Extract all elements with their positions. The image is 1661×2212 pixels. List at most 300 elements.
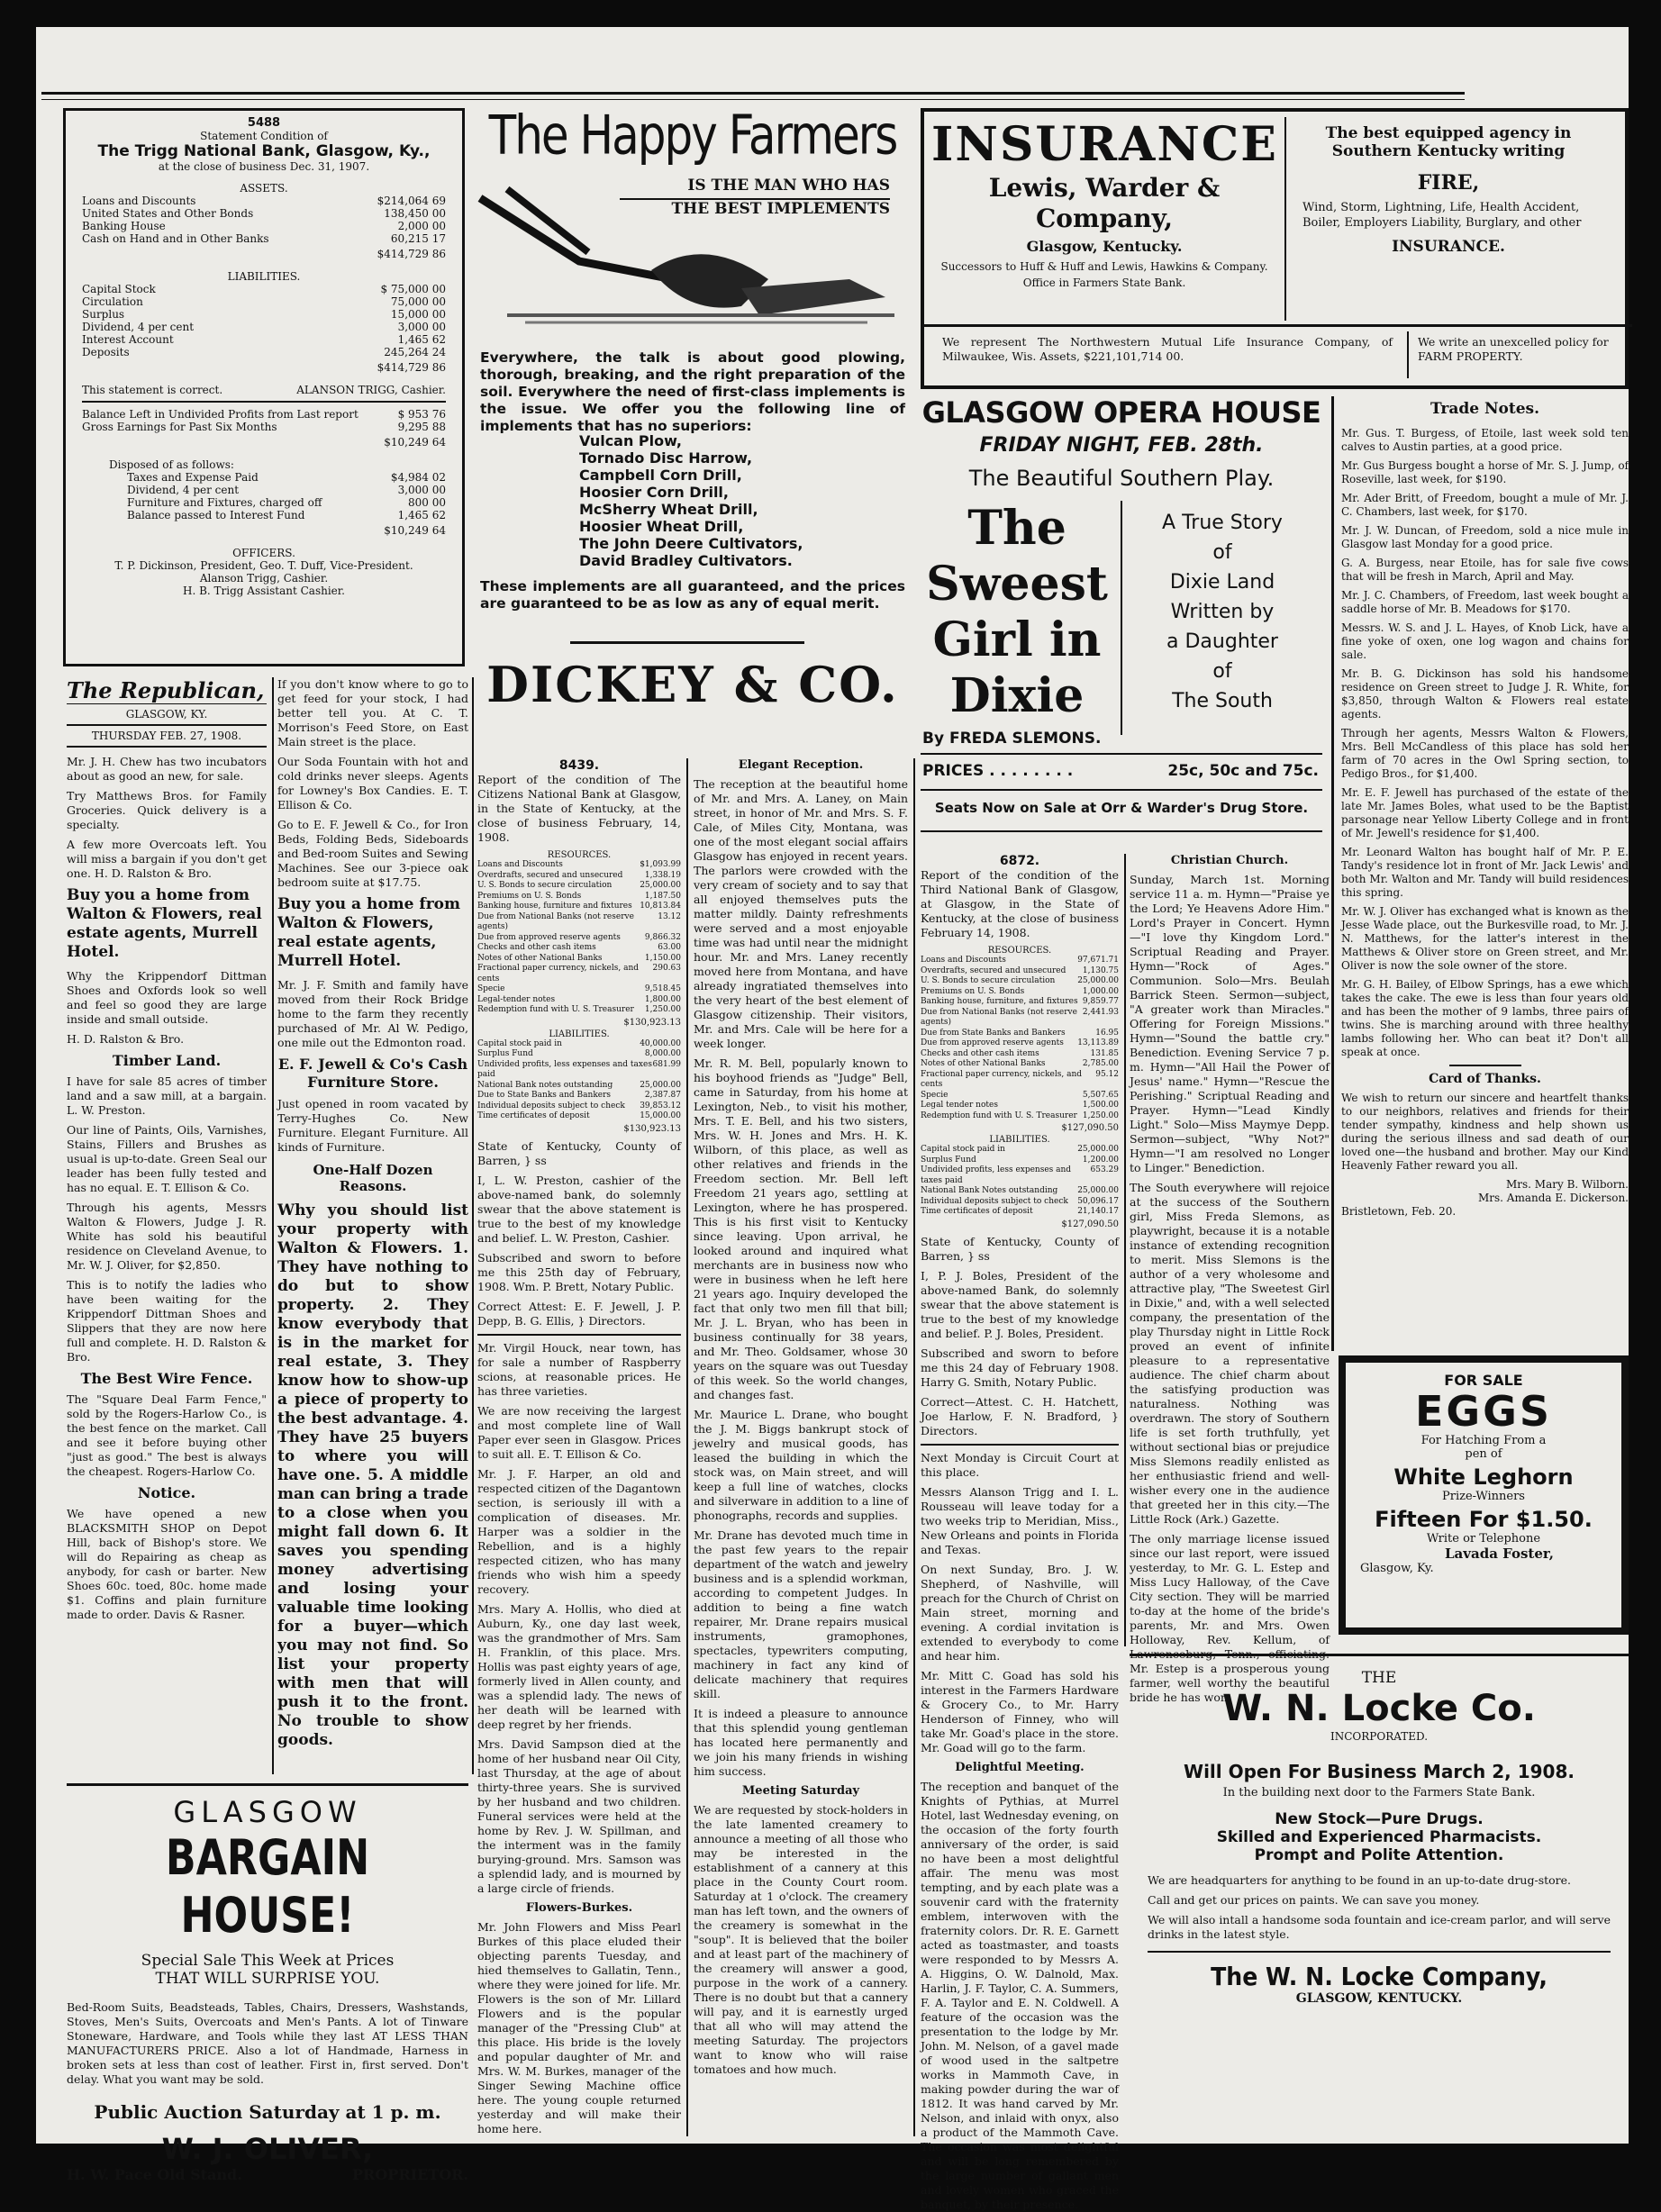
col5-attest: Correct—Attest. C. H. Hatchett, Joe Harlow, F. N. Bradford, } Directors. bbox=[921, 1394, 1119, 1437]
opera-right-line: Dixie Land bbox=[1169, 571, 1275, 594]
church-title: Christian Church. bbox=[1170, 854, 1289, 867]
dickey-divider bbox=[570, 641, 804, 644]
insurance-northwestern: We represent The Northwestern Mutual Life Insurance Company, of Milwaukee, Wis. Assets, $221,101,714 00. bbox=[942, 335, 1393, 363]
ledger-label: Premiums on U. S. Bonds bbox=[477, 891, 582, 901]
statement-correct: This statement is correct. bbox=[82, 384, 223, 396]
ledger-label: Time certificates of deposit bbox=[921, 1207, 1033, 1216]
col3-report: Report of the condition of The Citizens National Bank at Glasgow, in the State of Kentucky, at the close of business February, 14, 1908. bbox=[477, 773, 681, 844]
ledger-value: $1,093.99 bbox=[640, 860, 681, 869]
dickey-firm: DICKEY & CO. bbox=[486, 656, 899, 713]
ledger-label: United States and Other Bonds bbox=[82, 207, 254, 220]
locke-line-3: Prompt and Polite Attention. bbox=[1254, 1846, 1504, 1864]
ledger-label: Cash on Hand and in Other Banks bbox=[82, 232, 269, 245]
column-2 bbox=[277, 677, 468, 1785]
ledger-label: Balance Left in Undivided Profits from Last report bbox=[82, 408, 359, 421]
ledger-value: 681.99 bbox=[652, 1059, 681, 1069]
implement-item: Campbell Corn Drill, bbox=[579, 467, 742, 484]
ledger-label: Individual deposits subject to check bbox=[477, 1101, 625, 1111]
ledger-label: Undivided profits, less expenses and taxes paid bbox=[921, 1165, 1072, 1185]
ledger-value: $214,064 69 bbox=[377, 195, 446, 207]
locke-open: Will Open For Business March 2, 1908. bbox=[1184, 1761, 1575, 1782]
ledger-value: 1,250.00 bbox=[644, 1005, 681, 1014]
ledger-value: 131.85 bbox=[1090, 1048, 1119, 1058]
ledger-row bbox=[82, 283, 446, 295]
delight-body: The reception and banquet of the Knights of Pythias, at Murrel Hotel, last Wednesday evening, on the occasion of the forty fourth anniversary of the order, is said no have been a most delightful affair. The menu was most tempting, and by each plate was a souvenir card with the fraternity emblem, interwoven with the fraternity colors. Dr. R. E. Garnett acted as toastmaster, and toasts were responded to by Messrs A. A. Higgins, O. W. Dalnold, Max. Harlin, J. F. Taylor, C. A. Summers, F. A. Taylor and E. N. Coldwell. A feature of the occasion was the presentation to the lodge by Mr. John. M. Nelson, of a gavel made of wood used in the saltpetre works in Mammoth Cave, in making powder during the war of 1812. It was hand carved by Mr. Nelson, and inlaid with onyx, also a product of the Mammoth Cave. The occasion was most delightful and will be long remembered by the large number of gallant men and lovely women who graced the banquet, by their presence. bbox=[921, 1779, 1119, 2211]
sub-line-1: IS THE MAN WHO HAS bbox=[687, 177, 890, 195]
col5-liabilities bbox=[921, 1145, 1119, 1218]
ledger-row bbox=[477, 943, 681, 954]
paragraph: Mr. J. H. Chew has two incubators about as good an new, for sale. bbox=[67, 755, 267, 783]
ledger-row bbox=[477, 1049, 681, 1060]
opera-prices-row bbox=[922, 762, 1319, 780]
jewell-body: Just opened in room vacated by Terry-Hughes Co. New Furniture. Elegant Furniture. All kinds of Furniture. bbox=[277, 1097, 468, 1154]
ledger-row bbox=[921, 1111, 1119, 1122]
implement-item: Hoosier Wheat Drill, bbox=[579, 518, 744, 535]
trade-title: Trade Notes. bbox=[1430, 400, 1540, 418]
col5-resources-total: $127,090.50 bbox=[1061, 1123, 1119, 1133]
ledger-value: 1,465 62 bbox=[397, 509, 446, 521]
ledger-row bbox=[82, 232, 446, 245]
opera-title: GLASGOW OPERA HOUSE bbox=[921, 395, 1321, 430]
paragraph: Mr. Gus. T. Burgess, of Etoile, last week sold ten calves to Austin parties, at a good price. bbox=[1341, 427, 1629, 453]
locke-p2: Call and get our prices on paints. We can save you money. bbox=[1148, 1893, 1480, 1907]
ledger-label: Dividend, 4 per cent bbox=[82, 321, 195, 333]
opera-subtitle: The Beautiful Southern Play. bbox=[968, 466, 1275, 491]
ledger-label: Due from State Banks and Bankers bbox=[921, 1028, 1066, 1038]
bargain-title: BARGAIN HOUSE! bbox=[165, 1829, 370, 1944]
ledger-row bbox=[477, 984, 681, 995]
happy-farmers-title: The Happy Farmers bbox=[488, 104, 897, 167]
ledger-label: Banking house, furniture, and fixtures bbox=[921, 997, 1078, 1006]
notice-body: We have opened a new BLACKSMITH SHOP on Depot Hill, back of Bishop's store. We will do Repairing as cheap as anybody, for cash or barter. New Shoes 60c. toed, 80c. home made $1. Coffins and plain furniture made to order. Davis & Rasner. bbox=[67, 1507, 267, 1621]
opera-big-title bbox=[921, 501, 1113, 724]
thanks-title: Card of Thanks. bbox=[1429, 1072, 1541, 1086]
ledger-value: 25,000.00 bbox=[1077, 1186, 1119, 1195]
col3-sworn: I, L. W. Preston, cashier of the above-named bank, do solemnly swear that the above statement is true to the best of my knowledge and belief. L. W. Preston, Cashier. bbox=[477, 1173, 681, 1245]
col3-attest: Correct Attest: E. F. Jewell, J. P. Depp, B. G. Ellis, } Directors. bbox=[477, 1299, 681, 1328]
ledger-row bbox=[82, 220, 446, 232]
locke-bottom: The W. N. Locke Company, bbox=[1211, 1962, 1548, 1991]
top-rule bbox=[41, 92, 1465, 95]
ledger-label: Checks and other cash items bbox=[921, 1048, 1039, 1058]
ledger-value: 25,000.00 bbox=[640, 881, 681, 890]
republican-masthead: The Republican, bbox=[67, 677, 267, 704]
insurance-divider bbox=[1284, 117, 1286, 321]
ledger-row bbox=[921, 1049, 1119, 1060]
eggs-name: Lavada Foster, bbox=[1445, 1546, 1554, 1562]
dickey-ad bbox=[471, 104, 914, 757]
ledger-row bbox=[921, 1207, 1119, 1218]
ledger-label: U. S. Bonds to secure circulation bbox=[921, 976, 1056, 985]
officers-heading: OFFICERS. bbox=[232, 547, 295, 559]
ledger-label: Time certificates of deposit bbox=[477, 1111, 590, 1120]
insurance-right-intro: The best equipped agency in Southern Kentucky writing bbox=[1325, 124, 1572, 160]
ledger-value: 1,130.75 bbox=[1082, 965, 1119, 975]
ledger-row bbox=[477, 954, 681, 965]
ledger-row bbox=[921, 987, 1119, 998]
ledger-row bbox=[82, 195, 446, 207]
ledger-value: 2,000 00 bbox=[397, 220, 446, 232]
ledger-label: Capital Stock bbox=[82, 283, 156, 295]
ledger-row bbox=[921, 976, 1119, 987]
bargain-stand: H. W. Pace Old Stand. bbox=[67, 2166, 242, 2183]
ledger-value: 653.29 bbox=[1090, 1165, 1119, 1174]
ledger-value: 2,441.93 bbox=[1082, 1007, 1119, 1017]
ledger-label: Fractional paper currency, nickels, and cents bbox=[921, 1069, 1082, 1089]
ledger-row bbox=[921, 1165, 1119, 1186]
ledger-row bbox=[921, 1008, 1119, 1029]
ledger-label: Interest Account bbox=[82, 333, 174, 346]
paragraph: If you don't know where to go to get feed for your stock, I had better tell you. At C. T. Morrison's Feed Store, on East Main street is the place. bbox=[277, 677, 468, 748]
ledger-value: 97,671.71 bbox=[1077, 956, 1119, 965]
column-6 bbox=[1130, 854, 1330, 1704]
fence-title: The Best Wire Fence. bbox=[80, 1370, 253, 1387]
paragraph: Our line of Paints, Oils, Varnishes, Stains, Fillers and Brushes as usual is up-to-date. Green Seal our leader has been fully tested and has no equal. E. T. Ellison & Co. bbox=[67, 1123, 267, 1194]
newspaper-page bbox=[36, 27, 1629, 2211]
bargain-auction: Public Auction Saturday at 1 p. m. bbox=[94, 2101, 441, 2123]
ledger-label: Capital stock paid in bbox=[477, 1038, 562, 1048]
ledger-row bbox=[921, 1101, 1119, 1111]
paragraph: Mr. Ader Britt, of Freedom, bought a mule of Mr. J. C. Chambers, last week, for $170. bbox=[1341, 492, 1629, 518]
ledger-row bbox=[921, 1091, 1119, 1101]
ledger-label: Banking House bbox=[82, 220, 166, 232]
ledger-row bbox=[921, 1038, 1119, 1049]
ledger-value: 1,187.50 bbox=[644, 891, 681, 901]
ledger-value: 1,250.00 bbox=[1082, 1111, 1119, 1120]
paragraph: G. A. Burgess, near Etoile, has for sale five cows that will be fresh in March, April and May. bbox=[1341, 557, 1629, 583]
opera-right-line: a Daughter bbox=[1166, 630, 1278, 653]
col2-buy-home: Buy you a home from Walton & Flowers, real estate agents, Murrell Hotel. bbox=[277, 895, 460, 970]
ledger-row bbox=[477, 995, 681, 1006]
elegant-title: Elegant Reception. bbox=[738, 758, 864, 772]
paragraph: Mr. B. G. Dickinson has sold his handsome residence on Green street to Judge J. R. White, for $3,850, through Walton & Flowers real estate agents. bbox=[1341, 667, 1629, 721]
col-divider-5 bbox=[1124, 854, 1126, 1646]
insurance-fire: FIRE, bbox=[1417, 171, 1480, 195]
col3-resources-total: $130,923.13 bbox=[623, 1017, 681, 1028]
ledger-row bbox=[921, 1059, 1119, 1070]
ledger-value: 13,113.89 bbox=[1077, 1038, 1119, 1047]
opera-right-line: The South bbox=[1172, 690, 1273, 712]
ledger-label: Deposits bbox=[82, 346, 130, 358]
timber-body: I have for sale 85 acres of timber land and a saw mill, at a bargain. L. W. Preston. bbox=[67, 1074, 267, 1117]
republican-buy-home: Buy you a home from Walton & Flowers, real estate agents, Murrell Hotel. bbox=[67, 886, 262, 961]
ledger-row bbox=[921, 1145, 1119, 1156]
col2-smith: Mr. J. F. Smith and family have moved from their Rock Bridge home to the farm they recently purchased of Mr. Al W. Pedigo, one mile out the Edmonton road. bbox=[277, 978, 468, 1049]
implement-item: David Bradley Cultivators. bbox=[579, 552, 793, 569]
col5-report: Report of the condition of the Third National Bank of Glasgow, at Glasgow, in the State of Kentucky, at the close of business February 14, 1908. bbox=[921, 868, 1119, 939]
locke-line-2: Skilled and Experienced Pharmacists. bbox=[1216, 1828, 1542, 1846]
ledger-row bbox=[477, 912, 681, 933]
ledger-row bbox=[477, 892, 681, 902]
big-title-3: Girl in bbox=[932, 612, 1102, 667]
assets-total: $414,729 86 bbox=[377, 248, 446, 260]
ledger-label: Capital stock paid in bbox=[921, 1145, 1005, 1154]
big-title-4: Dixie bbox=[949, 668, 1085, 723]
paragraph: A few more Overcoats left. You will miss a bargain if you don't get one. H. D. Ralston & Bro. bbox=[67, 838, 267, 880]
ledger-row bbox=[477, 1039, 681, 1050]
ledger-value: 9,859.77 bbox=[1082, 997, 1119, 1006]
sub-line-2: THE BEST IMPLEMENTS bbox=[620, 198, 890, 218]
ledger-value: 9,295 88 bbox=[397, 421, 446, 433]
flowers-burkes-body: Mr. John Flowers and Miss Pearl Burkes of this place eluded their objecting parents Tuesday, and hied themselves to Gallatin, Tenn., where they were joined for life. Mr. Flowers is the son of Mr. Lillard Flowers and is the popular manager of the "Pressing Club" at this place. His bride is the lovely and popular daughter of Mr. and Mrs. W. M. Burkes, manager of the Singer Sewing Machine office here. The young couple returned yesterday and will make their home here. bbox=[477, 1919, 681, 2135]
ledger-row bbox=[82, 421, 446, 433]
col5-sworn: I, P. J. Boles, President of the above-named Bank, do solemnly swear that the above statement is true to the best of my knowledge and belief. P. J. Boles, President. bbox=[921, 1268, 1119, 1340]
locke-p1: We are headquarters for anything to be found in an up-to-date drug-store. bbox=[1148, 1873, 1572, 1887]
bargain-house-ad bbox=[67, 1783, 468, 2183]
ledger-label: Legal-tender notes bbox=[477, 994, 556, 1004]
paragraph: Mr. G. H. Bailey, of Elbow Springs, has a ewe which takes the cake. The ewe is less than four years old and has been the mother of 9 lambs, three pairs of twins. She is marching around with three healthy lambs following her. Who can beat it? Don't all speak at once. bbox=[1341, 978, 1629, 1058]
col6-paras bbox=[1130, 1181, 1330, 1705]
col3-resources bbox=[477, 860, 681, 1016]
locke-p3: We will also intall a handsome soda fountain and ice-cream parlor, and will serve drinks in the latest style. bbox=[1148, 1913, 1611, 1941]
paragraph: Messrs Alanson Trigg and I. L. Rousseau will leave today for a two weeks trip to Meridian, Miss., New Orleans and points in Florida and Texas. bbox=[921, 1484, 1119, 1556]
ledger-label: Redemption fund with U. S. Treasurer bbox=[921, 1111, 1077, 1120]
ledger-label: Checks and other cash items bbox=[477, 943, 596, 952]
paragraph: Mr. W. J. Oliver has exchanged what is known as the Jesse Wade place, out the Burkesville road, to Mr. J. N. Matthews, for the latter's interest in the Matthews & Oliver store on Green street, and Mr. Oliver is now the sole owner of the store. bbox=[1341, 905, 1629, 972]
implement-item: Vulcan Plow, bbox=[579, 432, 682, 449]
assets-heading: ASSETS. bbox=[240, 182, 288, 195]
ledger-value: 60,215 17 bbox=[390, 232, 446, 245]
insurance-place: Glasgow, Kentucky. bbox=[1026, 238, 1183, 255]
opera-rule-2 bbox=[921, 789, 1322, 791]
thanks-body: We wish to return our sincere and heartfelt thanks to our neighbors, relatives and friends for their tender sympathy, kindness and help shown us during the serious illness and sad death of our loved one—the husband and brother. May our Kind Heavenly Father reward you all. bbox=[1341, 1092, 1629, 1172]
col2-paras bbox=[277, 677, 468, 890]
ledger-label: National Bank Notes outstanding bbox=[921, 1186, 1058, 1195]
meeting-title: Meeting Saturday bbox=[741, 1784, 860, 1798]
ledger-row bbox=[82, 346, 446, 358]
eggs-forsale: FOR SALE bbox=[1444, 1372, 1523, 1389]
ledger-label: Dividend, 4 per cent bbox=[127, 484, 240, 496]
col3-liab-total: $130,923.13 bbox=[623, 1123, 681, 1134]
ledger-label: U. S. Bonds to secure circulation bbox=[477, 881, 613, 890]
implement-item: Hoosier Corn Drill, bbox=[579, 484, 729, 501]
ledger-value: 5,507.65 bbox=[1082, 1090, 1119, 1100]
insurance-ad bbox=[921, 108, 1629, 389]
opera-seats: Seats Now on Sale at Orr & Warder's Drug Store. bbox=[934, 800, 1309, 816]
ledger-label: Premiums on U. S. Bonds bbox=[921, 986, 1025, 996]
paragraph: H. D. Ralston & Bro. bbox=[67, 1032, 185, 1046]
church-body: Sunday, March 1st. Morning service 11 a. m. Hymn—"Praise ye the Lord; Ye Heavens Adore Him." Lord's Prayer in Concert. Hymn—"I love thy Kingdom Lord." Scriptual Reading and Prayer. Hymn—"Rock of Ages." Communion. Solo—Mrs. Beulah Barrick Steen. Sermon—subject, "A greater work than Miracles." Offering for Foreign Missions." Hymn—"Sound the battle cry." Benediction. Evening Service 7 p. m. Hymn—"All Hail the Power of Jesus' name." Hymn—"Rescue the Perishing." Scriptual Reading and Prayer. Hymn—"Lead Kindly Light." Solo—Miss Maymye Depp. Sermon—subject, "Why Not?" Hymn—"I am resolved no Longer to Linger." Benediction. bbox=[1130, 873, 1330, 1174]
eggs-title: EGGS bbox=[1414, 1387, 1553, 1436]
col5-subscribed: Subscribed and sworn to before me this 24 day of February 1908. Harry G. Smith, Notary Public. bbox=[921, 1346, 1119, 1389]
republican-column bbox=[67, 677, 267, 1785]
ledger-row bbox=[921, 956, 1119, 966]
ledger-label: Overdrafts, secured and unsecured bbox=[921, 965, 1066, 975]
col3-liab-head: LIABILITIES. bbox=[549, 1029, 610, 1039]
ledger-value: 21,140.17 bbox=[1077, 1207, 1119, 1216]
eggs-price: Fifteen For $1.50. bbox=[1375, 1507, 1593, 1532]
ledger-row bbox=[477, 1081, 681, 1092]
column-3 bbox=[477, 758, 681, 2136]
paragraph: Mrs. David Sampson died at the home of her husband near Oil City, last Thursday, at the age of about thirty-three years. She is survived by her husband and two children. Funeral services were held at the home by Rev. J. W. Spillman, and the interment was in the family burying-ground. Mrs. Samson was a splendid lady, and is mourned by a large circle of friends. bbox=[477, 1736, 681, 1895]
col3-subscribed: Subscribed and sworn to before me this 25th day of February, 1908. Wm. P. Brett, Notary Public. bbox=[477, 1250, 681, 1293]
opera-author: By FREDA SLEMONS. bbox=[922, 730, 1102, 748]
locke-inc: INCORPORATED. bbox=[1330, 1730, 1429, 1743]
ledger-label: Balance passed to Interest Fund bbox=[127, 509, 305, 521]
statement-heading: Statement Condition of bbox=[200, 130, 328, 142]
paragraph: It is indeed a pleasure to announce that this splendid young gentleman has located here permanently and we join his many friends in wishing him success. bbox=[694, 1707, 908, 1778]
ledger-value: 1,800.00 bbox=[644, 994, 681, 1004]
paragraph: Mr. Maurice L. Drane, who bought the J. M. Biggs bankrupt stock of jewelry and musical goods, has leased the building in which the stock was, on Main street, and will keep a full line of watches, clocks and silverware in addition to a line of phonographs, records and supplies. bbox=[694, 1408, 908, 1522]
trade-notes bbox=[1331, 396, 1629, 1351]
balance-total: $10,249 64 bbox=[384, 436, 446, 449]
ledger-value: 8,000.00 bbox=[644, 1049, 681, 1058]
ledger-value: 9,866.32 bbox=[644, 932, 681, 942]
opera-right-list bbox=[1128, 508, 1317, 716]
locke-ad bbox=[1130, 1654, 1629, 2136]
insurance-farm: We write an unexcelled policy for FARM PROPERTY. bbox=[1418, 335, 1609, 363]
col5-liab-head: LIABILITIES. bbox=[989, 1135, 1050, 1145]
paragraph: Mrs. Mary A. Hollis, who died at Auburn, Ky., one day last week, was the grandmother of Mrs. Sam H. Franklin, of this place. Mrs. Hollis was past eighty years of age, formerly lived in Allen county, and was a splendid lady. The news of her death will be learned with deep regret by her friends. bbox=[477, 1601, 681, 1731]
ledger-value: 9,518.45 bbox=[644, 984, 681, 993]
ledger-value: 50,096.17 bbox=[1077, 1196, 1119, 1206]
ledger-label: Due to State Banks and Bankers bbox=[477, 1091, 612, 1100]
ledger-row bbox=[127, 496, 446, 509]
dickey-body: Everywhere, the talk is about good plowing, thorough, breaking, and the right preparation of the soil. Everywhere the need of first-class implements is the issue. We offer you the following line of implements that has no superiors: bbox=[480, 349, 905, 434]
locke-bottom-2: GLASGOW, KENTUCKY. bbox=[1295, 1991, 1463, 2006]
eggs-winners: Prize-Winners bbox=[1442, 1490, 1525, 1503]
ledger-row bbox=[477, 1005, 681, 1016]
paragraph: Try Matthews Bros. for Family Groceries. Quick delivery is a specialty. bbox=[67, 789, 267, 831]
ledger-label: Banking house, furniture and fixtures bbox=[477, 902, 632, 911]
ledger-label: Specie bbox=[921, 1090, 948, 1100]
republican-paras-2 bbox=[67, 969, 267, 1047]
insurance-firm: Lewis, Warder & Company, bbox=[988, 173, 1221, 233]
ledger-value: 1,338.19 bbox=[644, 870, 681, 880]
ledger-row bbox=[921, 1186, 1119, 1197]
col5-resources-head: RESOURCES. bbox=[987, 946, 1052, 956]
col5-state: State of Kentucky, County of Barren, } ss bbox=[921, 1234, 1119, 1263]
statement-number: 5488 bbox=[247, 116, 281, 130]
liabilities-total: $414,729 86 bbox=[377, 361, 446, 374]
ledger-value: 15,000 00 bbox=[390, 308, 446, 321]
column-4 bbox=[694, 758, 908, 2136]
ledger-value: 290.63 bbox=[652, 964, 681, 973]
col5-num: 6872. bbox=[999, 854, 1040, 868]
ledger-row bbox=[82, 308, 446, 321]
insurance-bottom-rule bbox=[924, 324, 1632, 327]
paragraph: Messrs. W. S. and J. L. Hayes, of Knob Lick, have a fine yoke of oxen, one log wagon and chains for sale. bbox=[1341, 621, 1629, 661]
ledger-row bbox=[477, 1101, 681, 1112]
top-rule-thin bbox=[41, 99, 1465, 100]
ledger-label: Surplus Fund bbox=[921, 1155, 976, 1165]
ledger-value: $4,984 02 bbox=[390, 471, 446, 484]
insurance-office: Office in Farmers State Bank. bbox=[1022, 276, 1186, 289]
ledger-value: 1,200.00 bbox=[1082, 1155, 1119, 1165]
ledger-row bbox=[477, 902, 681, 912]
jewell-title: E. F. Jewell & Co's Cash Furniture Store. bbox=[277, 1056, 468, 1091]
ledger-value: 1,000.00 bbox=[1082, 986, 1119, 996]
republican-place: GLASGOW, KY. bbox=[125, 708, 208, 721]
col-divider-1 bbox=[272, 677, 274, 1774]
ledger-value: 2,387.87 bbox=[644, 1091, 681, 1100]
statement-date: at the close of business Dec. 31, 1907. bbox=[158, 160, 370, 173]
paragraph: On next Sunday, Bro. J. W. Shepherd, of Nashville, will preach for the Church of Christ on Main street, morning and evening. A cordial invitation is extended to everybody to come and hear him. bbox=[921, 1562, 1119, 1663]
col3-num: 8439. bbox=[558, 758, 600, 773]
ledger-row bbox=[82, 295, 446, 308]
ledger-label: Legal tender notes bbox=[921, 1101, 998, 1110]
ledger-value: 25,000.00 bbox=[640, 1080, 681, 1090]
ledger-row bbox=[921, 997, 1119, 1008]
ledger-row bbox=[477, 1111, 681, 1122]
bargain-glasgow: GLASGOW bbox=[173, 1795, 362, 1829]
implement-item: McSherry Wheat Drill, bbox=[579, 501, 758, 518]
opera-right-line: Written by bbox=[1170, 601, 1275, 623]
liabilities-heading: LIABILITIES. bbox=[227, 270, 301, 283]
col5-paras bbox=[921, 1451, 1119, 1755]
eggs-ad bbox=[1339, 1355, 1629, 1635]
eggs-hatching: For Hatching From a pen of bbox=[1420, 1434, 1547, 1461]
ledger-value: $ 953 76 bbox=[397, 408, 446, 421]
disposed-list bbox=[82, 471, 446, 521]
col3-paras bbox=[477, 1341, 681, 1896]
bargain-sub-1: Special Sale This Week at Prices bbox=[141, 1952, 395, 1970]
paragraph: Mr. J. W. Duncan, of Freedom, sold a nice mule in Glasgow last Monday for a good price. bbox=[1341, 524, 1629, 550]
paragraph: Our Soda Fountain with hot and cold drinks never sleeps. Agents for Lowney's Box Candies. E. T. Ellison & Co. bbox=[277, 755, 468, 811]
thanks-sig-2: Mrs. Amanda E. Dickerson. bbox=[1478, 1192, 1629, 1204]
thanks-sig-1: Mrs. Mary B. Wilborn. bbox=[1505, 1178, 1629, 1191]
ledger-label: Notes of other National Banks bbox=[921, 1059, 1046, 1068]
col-divider-2 bbox=[472, 677, 474, 1774]
paragraph: Mr. Virgil Houck, near town, has for sale a number of Raspberry scions, at reasonable prices. He has three varieties. bbox=[477, 1340, 681, 1398]
ledger-value: 75,000 00 bbox=[390, 295, 446, 308]
ledger-label: National Bank notes outstanding bbox=[477, 1080, 613, 1090]
ledger-label: Individual deposits subject to check bbox=[921, 1196, 1068, 1206]
col3-liabilities bbox=[477, 1039, 681, 1122]
ledger-value: 10,813.84 bbox=[640, 902, 681, 911]
ledger-row bbox=[82, 408, 446, 421]
ledger-label: Gross Earnings for Past Six Months bbox=[82, 421, 277, 433]
ledger-row bbox=[477, 964, 681, 984]
big-title-2: Sweest bbox=[926, 557, 1108, 612]
ledger-label: Surplus Fund bbox=[477, 1049, 533, 1058]
locke-building: In the building next door to the Farmers State Bank. bbox=[1222, 1786, 1536, 1800]
col-divider-4 bbox=[913, 758, 915, 2136]
ledger-value: 15,000.00 bbox=[640, 1111, 681, 1120]
ledger-value: 3,000 00 bbox=[397, 484, 446, 496]
opera-divider bbox=[1121, 501, 1122, 735]
ledger-value: 63.00 bbox=[658, 943, 681, 952]
republican-date: THURSDAY FEB. 27, 1908. bbox=[91, 730, 242, 742]
bargain-sub-2: THAT WILL SURPRISE YOU. bbox=[155, 1970, 380, 1988]
implement-item: The John Deere Cultivators, bbox=[579, 535, 803, 552]
paragraph: This is to notify the ladies who have been waiting for the Krippendorf Dittman Shoes and Slippers that they are now here full and complete. H. D. Ralston & Bro. bbox=[67, 1278, 267, 1364]
ledger-row bbox=[921, 966, 1119, 977]
paragraph: Mr. R. M. Bell, popularly known to his boyhood friends as "Judge" Bell, came in Saturday, from his home at Lexington, Neb., to visit his mother, Mrs. T. E. Bell, and his two sisters, Mrs. W. H. Jones and Mrs. H. K. Wilborn, of this place, as well as other relatives and friends in the Freedom section. Mr. Bell left Freedom 21 years ago, settling at Lexington, where he has prospered. This is his first visit to Kentucky since leaving. Upon arrival, he looked around and inquired what merchants are in business now who were in business when he left here 21 years ago. Inquiry developed the fact that only two men fill that bill; Mr. J. L. Bryan, who has been in business continually for 38 years, and Mr. Theo. Goldsamer, whose 30 years on the square was out Tuesday of this week. So the world changes, and changes fast. bbox=[694, 1056, 908, 1401]
ledger-value: 40,000.00 bbox=[640, 1038, 681, 1048]
flowers-burkes-title: Flowers-Burkes. bbox=[525, 1900, 633, 1915]
eggs-place: Glasgow, Ky. bbox=[1360, 1562, 1434, 1575]
statement-bank-name: The Trigg National Bank, Glasgow, Ky., bbox=[97, 142, 431, 160]
big-title-1: The bbox=[967, 501, 1066, 556]
insurance-word: INSURANCE. bbox=[1392, 238, 1505, 256]
ledger-value: 95.12 bbox=[1095, 1069, 1119, 1079]
opera-date: FRIDAY NIGHT, FEB. 28th. bbox=[979, 434, 1264, 457]
paragraph: The only marriage license issued since our last report, were issued yesterday, to Mr. G. L. Estep and Miss Lucy Halloway, of the Cave City section. They will be married to-day at the home of the bride's parents, Mr. and Mrs. Owen Holloway, Rev. Kellum, of Lawrenceburg, Tenn., officiating. Mr. Estep is a prosperous young farmer, well worthy the beautiful bride he has won. bbox=[1130, 1532, 1330, 1704]
officers-line-1: T. P. Dickinson, President, Geo. T. Duff, Vice-President. bbox=[114, 559, 413, 572]
paragraph: Mr. Mitt C. Goad has sold his interest in the Farmers Hardware & Grocery Co., to Mr. Harry Henderson of Finney, who will take Mr. Goad's place in the store. Mr. Goad will go to the farm. bbox=[921, 1668, 1119, 1754]
republican-paras-3 bbox=[67, 1123, 267, 1364]
ledger-row bbox=[477, 871, 681, 882]
ledger-label: Loans and Discounts bbox=[477, 860, 563, 869]
ledger-label: Specie bbox=[477, 984, 505, 993]
insurance-types: Wind, Storm, Lightning, Life, Health Accident, Boiler, Employers Liability, Burglary, and other bbox=[1302, 201, 1582, 230]
ledger-value: 3,000 00 bbox=[397, 321, 446, 333]
reasons-body: Why you should list your property with Walton & Flowers. 1. They have nothing to do but to show property. 2. They know everybody that is in the market for real estate, 3. They know how to show-up a piece of property to the best advantage. 4. They have 25 buyers to where you will have one. 5. A middle man can bring a trade to a close when you might fall down 6. It saves you spending money advertising and losing your valuable time looking for a buyer—which you may not find. So list your property with men that will push it to the front. No trouble to show goods. bbox=[277, 1201, 468, 1749]
ledger-row bbox=[921, 1029, 1119, 1039]
statement-cashier: ALANSON TRIGG, Cashier. bbox=[296, 384, 446, 396]
ledger-row bbox=[477, 933, 681, 944]
